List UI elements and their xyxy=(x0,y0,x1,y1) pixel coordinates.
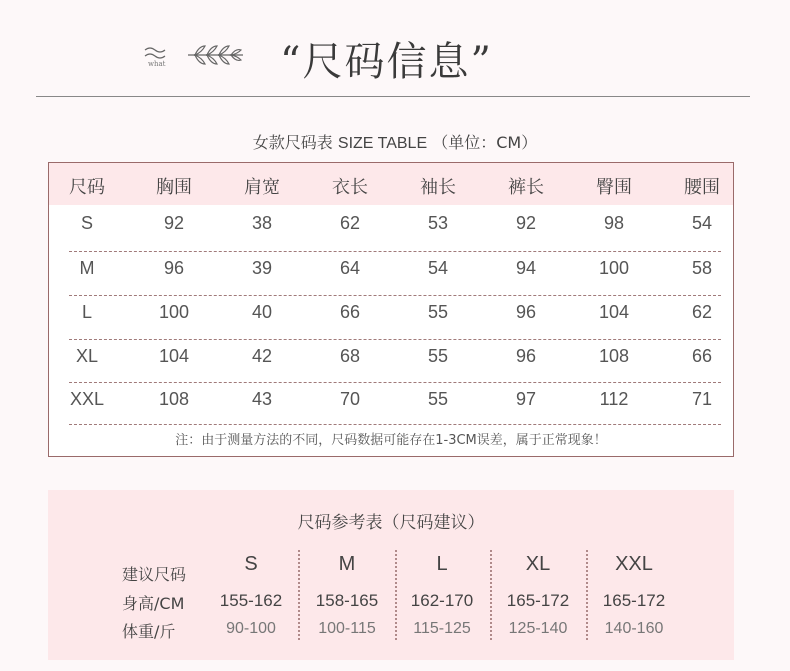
size-reference-card xyxy=(48,490,734,660)
table-cell: 70 xyxy=(339,389,361,409)
table-cell: 112 xyxy=(599,389,629,409)
table-cell: L xyxy=(81,302,93,322)
table-cell: 62 xyxy=(339,213,361,233)
size-table xyxy=(48,162,734,457)
table-cell: 68 xyxy=(339,346,361,366)
column-header-hip: 臀围 xyxy=(596,177,632,198)
table-cell: 108 xyxy=(158,389,190,409)
decoration-text: what xyxy=(148,60,166,68)
column-header-sleeve: 袖长 xyxy=(420,177,456,198)
table-cell: 98 xyxy=(603,213,625,233)
column-header-chest: 胸围 xyxy=(156,177,192,198)
height-range: 162-170 xyxy=(410,591,474,610)
column-header-size: 尺码 xyxy=(69,177,105,198)
table-cell: 40 xyxy=(251,302,273,322)
column-header-length: 衣长 xyxy=(332,177,368,198)
weight-range: 125-140 xyxy=(508,620,568,637)
table-cell: 54 xyxy=(691,213,713,233)
size-table-unit: （单位：CM） xyxy=(432,133,538,152)
table-cell: 96 xyxy=(515,302,537,322)
reference-title: 尺码参考表（尺码建议） xyxy=(297,513,485,533)
table-cell: 66 xyxy=(339,302,361,322)
height-range: 155-162 xyxy=(219,591,283,610)
table-cell: 58 xyxy=(691,258,713,278)
weight-range: 140-160 xyxy=(604,620,664,637)
size-table-header xyxy=(49,163,733,205)
table-cell: 53 xyxy=(427,213,449,233)
weight-range: 115-125 xyxy=(413,620,471,637)
table-cell: XL xyxy=(75,346,99,366)
table-cell: 108 xyxy=(598,346,630,366)
table-cell: 100 xyxy=(598,258,630,278)
table-cell: 100 xyxy=(158,302,190,322)
column-header-pants: 裤长 xyxy=(508,177,544,198)
table-cell: 62 xyxy=(691,302,713,322)
measurement-note: 注：由于测量方法的不同，尺码数据可能存在1-3CM误差，属于正常现象！ xyxy=(175,433,607,448)
label-weight: 体重/斤 xyxy=(122,622,176,641)
table-cell: 39 xyxy=(251,258,273,278)
table-cell: 55 xyxy=(427,302,449,322)
reference-size-s: S xyxy=(244,553,258,575)
reference-size-l: L xyxy=(436,553,448,575)
table-cell: 71 xyxy=(691,389,713,409)
table-cell: 43 xyxy=(251,389,273,409)
table-cell: 38 xyxy=(251,213,273,233)
table-cell: 94 xyxy=(515,258,537,278)
reference-size-m: M xyxy=(338,553,356,575)
table-cell: S xyxy=(80,213,94,233)
height-range: 165-172 xyxy=(602,591,666,610)
label-suggested-size: 建议尺码 xyxy=(122,565,187,584)
table-cell: 55 xyxy=(427,389,449,409)
column-separator xyxy=(298,550,300,640)
table-cell: 42 xyxy=(251,346,273,366)
header-divider xyxy=(36,96,750,97)
table-cell: 104 xyxy=(598,302,630,322)
table-cell: 92 xyxy=(163,213,185,233)
table-cell: 66 xyxy=(691,346,713,366)
reference-size-xxl: XXL xyxy=(615,553,653,575)
table-cell: 97 xyxy=(515,389,537,409)
column-header-shoulder: 肩宽 xyxy=(244,177,280,198)
weight-range: 100-115 xyxy=(318,620,376,637)
row-divider xyxy=(69,424,721,425)
size-table-title-cn: 女款尺码表 xyxy=(252,133,333,152)
table-cell: 104 xyxy=(158,346,190,366)
table-cell: 96 xyxy=(515,346,537,366)
table-cell: 55 xyxy=(427,346,449,366)
row-divider xyxy=(69,382,721,383)
column-separator xyxy=(490,550,492,640)
row-divider xyxy=(69,339,721,340)
table-cell: XXL xyxy=(69,389,105,409)
weight-range: 90-100 xyxy=(226,620,276,637)
table-cell: 54 xyxy=(427,258,449,278)
row-divider xyxy=(69,251,721,252)
table-cell: 92 xyxy=(515,213,537,233)
column-header-waist: 腰围 xyxy=(684,177,720,198)
size-table-title xyxy=(0,130,790,153)
size-table-title-en: SIZE TABLE xyxy=(337,135,428,152)
column-separator xyxy=(395,550,397,640)
page-title: “尺码信息” xyxy=(280,39,493,85)
label-height: 身高/CM xyxy=(122,594,185,613)
column-separator xyxy=(586,550,588,640)
reference-size-xl: XL xyxy=(525,553,551,575)
table-cell: 96 xyxy=(163,258,185,278)
row-divider xyxy=(69,295,721,296)
table-cell: M xyxy=(79,258,95,278)
height-range: 165-172 xyxy=(506,591,570,610)
height-range: 158-165 xyxy=(315,591,379,610)
table-cell: 64 xyxy=(339,258,361,278)
